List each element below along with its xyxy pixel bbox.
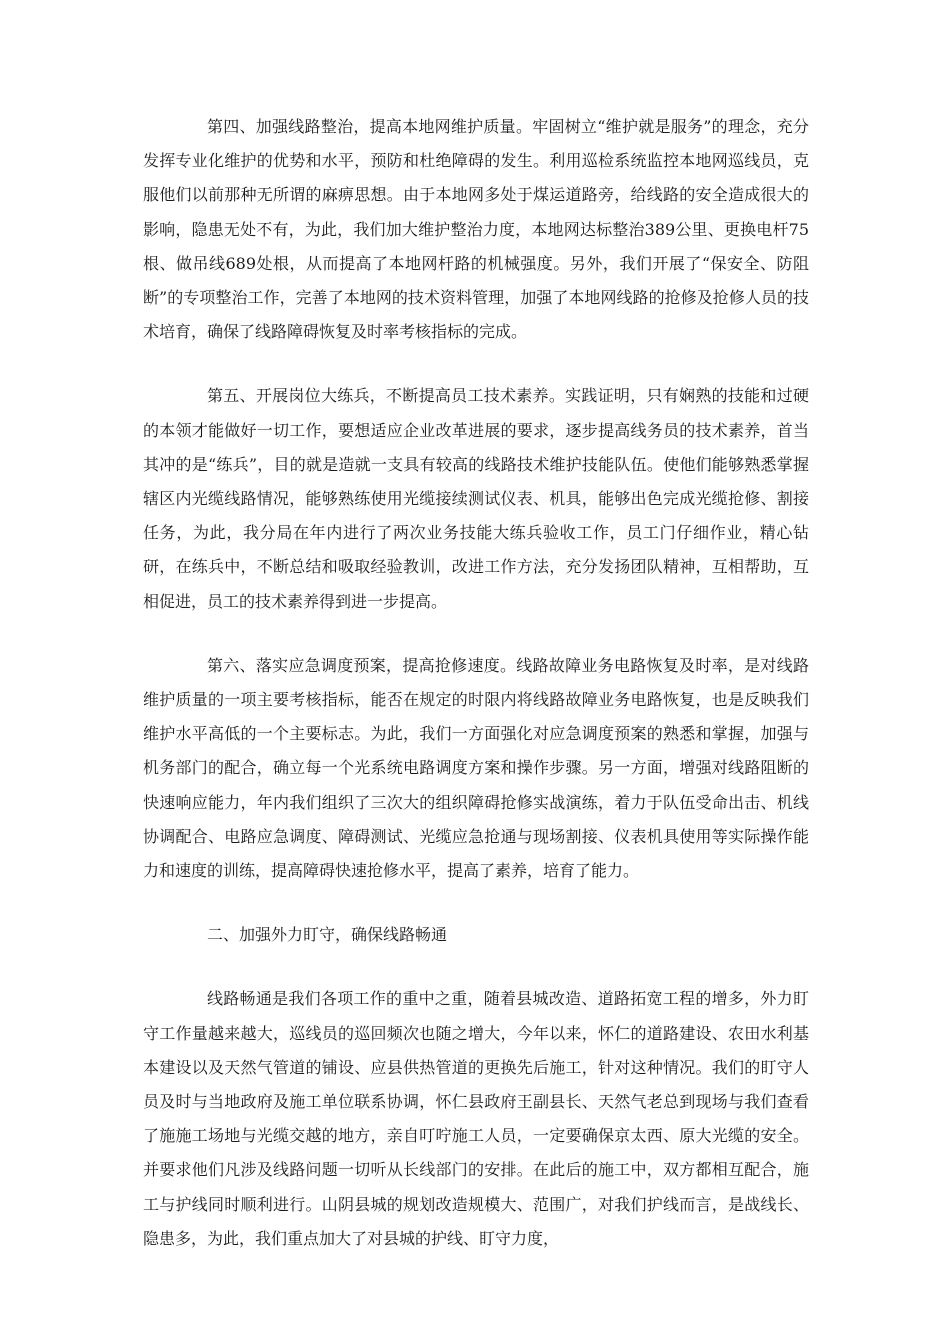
document-body (143, 110, 809, 1256)
paragraph-fifth: 第五、开展岗位大练兵，不断提高员工技术素养。实践证明，只有娴熟的技能和过硬的本领才能做好一切工作，要想适应企业改革进展的要求，逐步提高线务员的技术素养，首当其冲的是“练兵”，目的就是造就一支具有较高的线路技术维护技能队伍。使他们能够熟悉掌握辖区内光缆线路情况，能够熟练使用光缆接续测试仪表、机具，能够出色完成光缆抢修、割接任务，为此，我分局在年内进行了两次业务技能大练兵验收工作，员工门仔细作业，精心钻研，在练兵中，不断总结和吸取经验教训，改进工作方法，充分发扬团队精神，互相帮助，互相促进，员工的技术素养得到进一步提高。 (143, 386, 809, 611)
paragraph-fourth: 第四、加强线路整治，提高本地网维护质量。牢固树立“维护就是服务”的理念，充分发挥专业化维护的优势和水平，预防和杜绝障碍的发生。利用巡检系统监控本地网巡线员，克服他们以前那种无所谓的麻痹思想。由于本地网多处于煤运道路旁，给线路的安全造成很大的影响，隐患无处不有，为此，我们加大维护整治力度，本地网达标整治389公里、更换电杆75根、做吊线689处根，从而提高了本地网杆路的机械强度。另外，我们开展了“保安全、防阻断”的专项整治工作，完善了本地网的技术资料管理，加强了本地网线路的抢修及抢修人员的技术培育，确保了线路障碍恢复及时率考核指标的完成。 (143, 117, 809, 342)
paragraph-line-patrol: 线路畅通是我们各项工作的重中之重，随着县城改造、道路拓宽工程的增多，外力盯守工作量越来越大，巡线员的巡回频次也随之增大，今年以来，怀仁的道路建设、农田水利基本建设以及天然气管道的铺设、应县供热管道的更换先后施工，针对这种情况。我们的盯守人员及时与当地政府及施工单位联系协调，怀仁县政府王副县长、天然气老总到现场与我们查看了施施工场地与光缆交越的地方，亲自叮咛施工人员，一定要确保京太西、原大光缆的安全。并要求他们凡涉及线路问题一切听从长线部门的安排。在此后的施工中，双方都相互配合，施工与护线同时顺利进行。山阴县城的规划改造规模大、范围广，对我们护线而言，是战线长、隐患多，为此，我们重点加大了对县城的护线、盯守力度， (143, 989, 809, 1248)
paragraph-sixth: 第六、落实应急调度预案，提高抢修速度。线路故障业务电路恢复及时率，是对线路维护质量的一项主要考核指标，能否在规定的时限内将线路故障业务电路恢复，也是反映我们维护水平高低的一个主要标志。为此，我们一方面强化对应急调度预案的熟悉和掌握，加强与机务部门的配合，确立每一个光系统电路调度方案和操作步骤。另一方面，增强对线路阻断的快速响应能力，年内我们组织了三次大的组织障碍抢修实战演练，着力于队伍受命出击、机线协调配合、电路应急调度、障碍测试、光缆应急抢通与现场割接、仪表机具使用等实际操作能力和速度的训练，提高障碍快速抢修水平，提高了素养，培育了能力。 (143, 655, 809, 881)
section-heading: 二、加强外力盯守，确保线路畅通 (207, 925, 448, 945)
